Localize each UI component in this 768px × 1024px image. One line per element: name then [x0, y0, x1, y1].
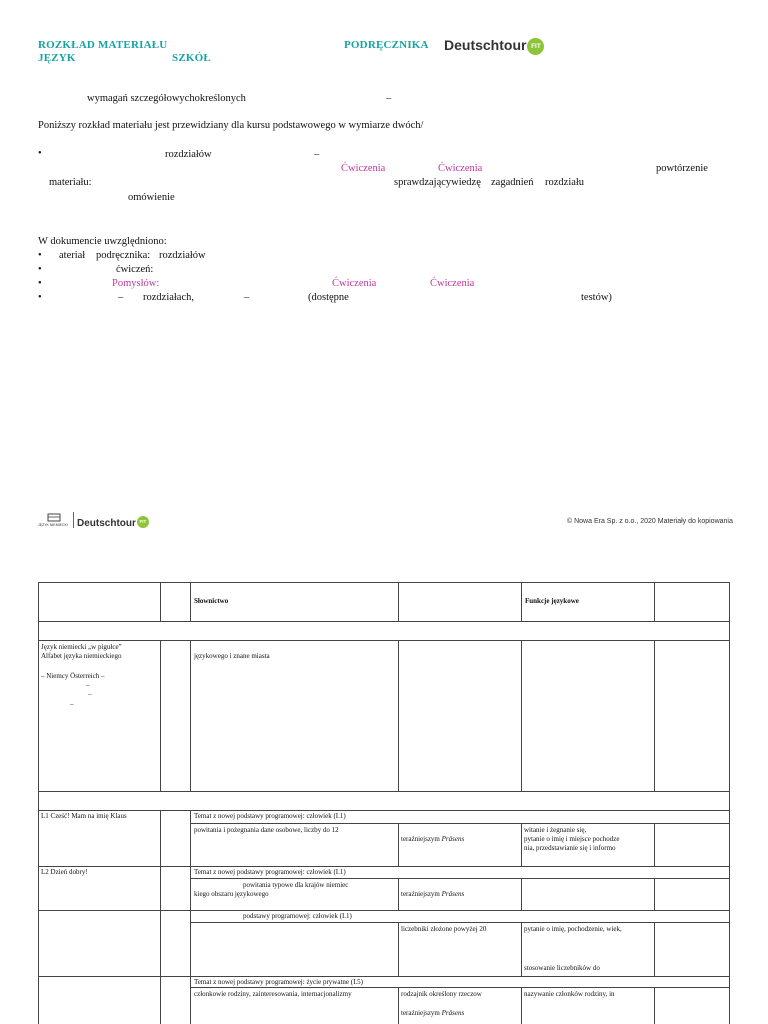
- table-col-divider: [654, 582, 655, 621]
- lesson-2-title: L2 Dzień dobry!: [41, 868, 88, 876]
- table-col-divider: [521, 582, 522, 621]
- table-col-divider: [654, 922, 655, 976]
- lesson-1-topic: Temat z nowej podstawy programowej: człowiek (I.1): [194, 812, 346, 820]
- lesson-4-vocab: członkowie rodziny, zainteresowania, internacjonalizmy: [194, 990, 352, 998]
- bullet: •: [38, 148, 42, 159]
- table-col-divider: [521, 823, 522, 866]
- table-col-divider: [521, 922, 522, 976]
- included-item-4-c: –: [244, 292, 250, 303]
- intro-course-info: Poniższy rozkład materiału jest przewidziany dla kursu podstawowego w wymiarze dwóch/: [38, 120, 424, 131]
- table-col-divider: [398, 640, 399, 791]
- table-col-divider: [654, 878, 655, 910]
- intro-requirements: wymagań szczegółowychokreślonych: [87, 93, 246, 104]
- table-col-divider: [160, 640, 161, 791]
- table-border-left: [38, 582, 39, 1024]
- table-row-divider: [190, 878, 730, 879]
- table-col-divider: [398, 823, 399, 866]
- grammar-term: Präsens: [441, 1009, 465, 1017]
- lesson-2-vocab-1: powitania typowe dla krajów niemiec: [243, 881, 349, 889]
- table-col-divider: [521, 640, 522, 791]
- intro-row-countries: – Niemcy Österreich –: [41, 672, 105, 680]
- footer-brand-name: Deutschtour: [77, 518, 136, 529]
- intro-row-dash: –: [86, 681, 90, 689]
- intro-row-dash: –: [70, 700, 74, 708]
- included-item-3-b: Ćwiczenia: [332, 278, 377, 289]
- text-powtorzenie: powtórzenie: [656, 163, 708, 174]
- doc-title-line2-left: JĘZYK: [38, 52, 76, 64]
- doc-title-line1-left: ROZKŁAD MATERIAŁU: [38, 39, 168, 51]
- lesson-1-function-1: witanie i żegnanie się,: [524, 826, 587, 834]
- table-row-divider: [38, 621, 730, 622]
- lesson-1-function-2: pytanie o imię i miejsce pochodze: [524, 835, 620, 843]
- table-border-top: [38, 582, 730, 583]
- table-col-divider: [398, 987, 399, 1024]
- table-row-divider: [38, 810, 730, 811]
- intro-row-dash: –: [88, 690, 92, 698]
- footer-divider: [73, 512, 74, 528]
- table-border-right: [729, 582, 730, 1024]
- brand-name: Deutschtour: [444, 37, 527, 53]
- text-omowienie: omówienie: [128, 192, 175, 203]
- grammar-text: teraźniejszym: [401, 1009, 442, 1017]
- book-icon: [38, 513, 72, 527]
- table-col-divider: [160, 582, 161, 621]
- intro-row-alphabet: Alfabet języka niemieckiego: [41, 652, 122, 660]
- lesson-4-topic: Temat z nowej podstawy programowej: życie prywatne (I.5): [194, 978, 364, 986]
- included-heading: W dokumencie uwzględniono:: [38, 236, 167, 247]
- lesson-2-topic: Temat z nowej podstawy programowej: człowiek (I.1): [194, 868, 346, 876]
- lesson-1-title: L1 Cześć! Mam na imię Klaus: [41, 812, 127, 820]
- included-item-2-a: ćwiczeń:: [116, 264, 154, 275]
- lesson-3-grammar: liczebniki złożone powyżej 20: [401, 925, 487, 933]
- bullet: •: [38, 292, 42, 303]
- lesson-4-grammar-2: [401, 1009, 464, 1018]
- lesson-3-function-2: stosowanie liczebników do: [524, 964, 600, 972]
- lesson-1-grammar: [401, 835, 464, 844]
- table-col-divider: [398, 922, 399, 976]
- table-row-divider: [38, 866, 730, 867]
- lesson-4-grammar-1: rodzajnik określony rzeczow: [401, 990, 482, 998]
- included-item-4-e: testów): [581, 292, 612, 303]
- included-item-4-d: (dostępne: [308, 292, 349, 303]
- included-item-4-b: rozdziałach,: [143, 292, 195, 303]
- table-col-divider: [521, 987, 522, 1024]
- lesson-1-vocab: powitania i pożegnania dane osobowe, liczby do 12: [194, 826, 339, 834]
- footer-publisher-logo: [38, 513, 72, 532]
- bullet: •: [38, 250, 42, 261]
- lesson-3-function-1: pytanie o imię, pochodzenie, wiek,: [524, 925, 622, 933]
- fit-badge-icon: FIT: [137, 516, 149, 528]
- bullet: •: [38, 278, 42, 289]
- table-row-divider: [38, 976, 730, 977]
- table-col-divider: [521, 878, 522, 910]
- text-cwiczenia-1: Ćwiczenia: [341, 163, 386, 174]
- intro-row-vocab: językowego i znane miasta: [194, 652, 270, 660]
- table-row-divider: [38, 791, 730, 792]
- grammar-text: teraźniejszym: [401, 890, 442, 898]
- table-row-divider: [190, 823, 730, 824]
- column-header-functions: Funkcje językowe: [525, 597, 579, 605]
- lesson-3-topic: podstawy programowej: człowiek (I.1): [243, 912, 352, 920]
- lesson-4-function: nazywanie członków rodziny, in: [524, 990, 615, 998]
- text-sprawdzajacy: sprawdzającywiedzę: [394, 177, 481, 188]
- fit-badge-icon: FIT: [527, 38, 544, 55]
- table-col-divider: [190, 810, 191, 1024]
- text-materialu: materiału:: [49, 177, 92, 188]
- included-item-1-b: podręcznika:: [96, 250, 151, 261]
- lesson-1-function-3: nia, przedstawianie się i informo: [524, 844, 616, 852]
- grammar-term: Präsens: [441, 890, 465, 898]
- table-row-divider: [38, 640, 730, 641]
- grammar-text: teraźniejszym: [401, 835, 442, 843]
- table-col-divider: [190, 582, 191, 621]
- included-item-3-a: Pomysłów:: [112, 278, 160, 289]
- doc-title-line1-right: PODRĘCZNIKA: [344, 39, 429, 51]
- table-col-divider: [190, 640, 191, 791]
- grammar-term: Präsens: [441, 835, 465, 843]
- table-col-divider: [398, 878, 399, 910]
- text-rozdzialow: rozdziałów: [165, 149, 212, 160]
- column-header-vocabulary: Słownictwo: [194, 597, 229, 605]
- table-col-divider: [654, 640, 655, 791]
- doc-title-line2-right: SZKÓŁ: [172, 52, 211, 64]
- table-row-divider: [190, 987, 730, 988]
- table-col-divider: [654, 987, 655, 1024]
- table-row-divider: [38, 910, 730, 911]
- text-dash: –: [314, 149, 320, 160]
- lesson-2-vocab-2: kiego obszaru językowego: [194, 890, 269, 898]
- table-col-divider: [398, 582, 399, 621]
- included-item-3-c: Ćwiczenia: [430, 278, 475, 289]
- text-cwiczenia-2: Ćwiczenia: [438, 163, 483, 174]
- bullet: •: [38, 264, 42, 275]
- brand-logo: [444, 37, 544, 55]
- footer-brand-logo: [77, 513, 149, 531]
- included-item-1-a: ateriał: [59, 250, 86, 261]
- publisher-label: JĘZYK NIEMIECKI: [38, 523, 68, 527]
- lesson-2-grammar: [401, 890, 464, 899]
- table-row-divider: [190, 922, 730, 923]
- included-item-4-a: –: [118, 292, 124, 303]
- intro-row-title: Język niemiecki „w pigułce”: [41, 643, 122, 651]
- included-item-1-c: rozdziałów: [159, 250, 206, 261]
- text-rozdzialu: rozdziału: [545, 177, 585, 188]
- footer-copyright: © Nowa Era Sp. z o.o., 2020 Materiały do kopiowania: [567, 518, 733, 525]
- text-zagadnien: zagadnień: [491, 177, 534, 188]
- intro-dash: –: [386, 93, 392, 104]
- table-col-divider: [654, 823, 655, 866]
- table-col-divider: [160, 810, 161, 1024]
